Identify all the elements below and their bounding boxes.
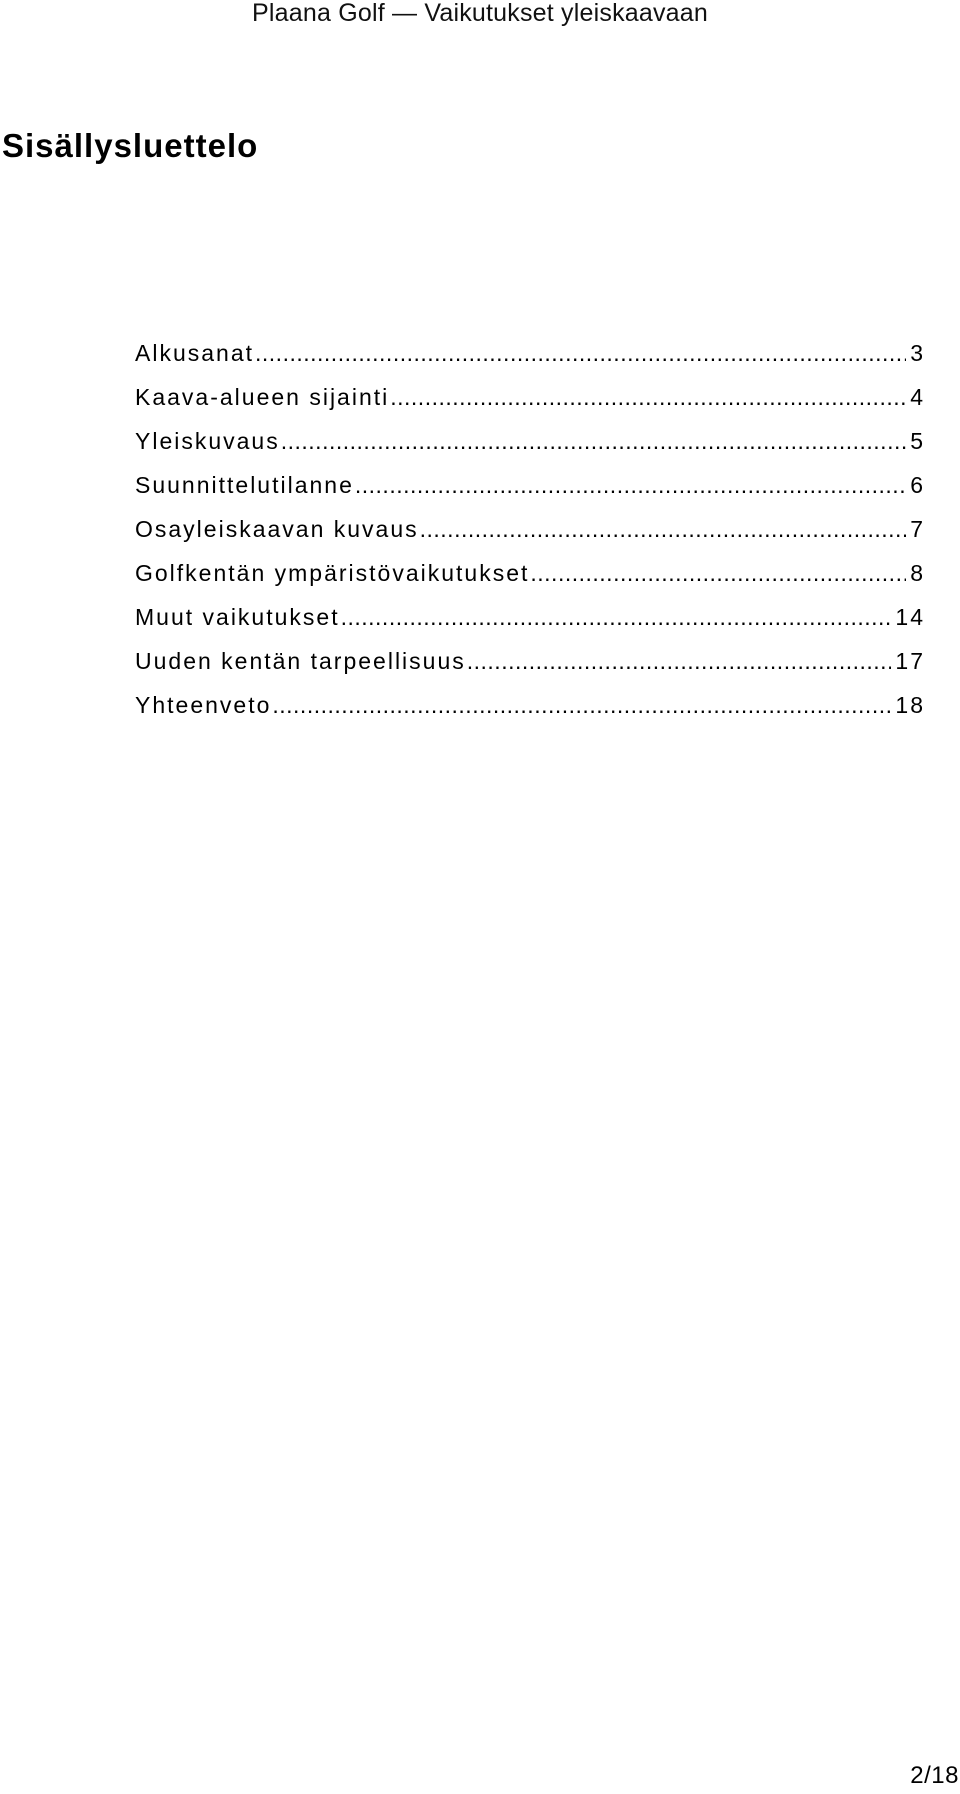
toc-dot-leader (467, 646, 892, 676)
toc-entry-page: 8 (910, 560, 925, 586)
toc-dot-leader (390, 382, 906, 412)
toc-entry-label: Uuden kentän tarpeellisuus (135, 648, 466, 674)
toc-entry-alkusanat[interactable] (135, 338, 925, 382)
toc-entry-label: Muut vaikutukset (135, 604, 340, 630)
toc-entry-yhteenveto[interactable] (135, 690, 925, 734)
toc-dot-leader (341, 602, 892, 632)
toc-entry-page: 14 (895, 604, 925, 630)
toc-entry-page: 4 (910, 384, 925, 410)
page-number: 2/18 (910, 1762, 959, 1789)
toc-entry-osayleiskaavan-kuvaus[interactable] (135, 514, 925, 558)
toc-entry-page: 6 (910, 472, 925, 498)
toc-dot-leader (420, 514, 907, 544)
toc-entry-uuden-kentan-tarpeellisuus[interactable] (135, 646, 925, 690)
table-of-contents (135, 338, 925, 734)
toc-entry-label: Yleiskuvaus (135, 428, 280, 454)
toc-entry-muut-vaikutukset[interactable] (135, 602, 925, 646)
toc-entry-label: Golfkentän ympäristövaikutukset (135, 560, 530, 586)
toc-entry-label: Yhteenveto (135, 692, 272, 718)
toc-entry-label: Kaava-alueen sijainti (135, 384, 390, 410)
toc-entry-page: 5 (910, 428, 925, 454)
toc-dot-leader (530, 558, 906, 588)
toc-entry-page: 7 (910, 516, 925, 542)
toc-dot-leader (281, 426, 906, 456)
toc-entry-kaava-alueen-sijainti[interactable] (135, 382, 925, 426)
toc-entry-label: Alkusanat (135, 340, 255, 366)
running-header: Plaana Golf — Vaikutukset yleiskaavaan (252, 0, 708, 27)
toc-entry-page: 3 (910, 340, 925, 366)
toc-title: Sisällysluettelo (2, 127, 259, 164)
toc-dot-leader (355, 470, 906, 500)
toc-entry-label: Suunnittelutilanne (135, 472, 354, 498)
toc-entry-page: 17 (895, 648, 925, 674)
toc-entry-yleiskuvaus[interactable] (135, 426, 925, 470)
toc-dot-leader (255, 338, 906, 368)
toc-entry-label: Osayleiskaavan kuvaus (135, 516, 419, 542)
toc-entry-suunnittelutilanne[interactable] (135, 470, 925, 514)
toc-dot-leader (272, 690, 891, 720)
toc-entry-page: 18 (895, 692, 925, 718)
toc-entry-golfkentan-ymparistovaikutukset[interactable] (135, 558, 925, 602)
